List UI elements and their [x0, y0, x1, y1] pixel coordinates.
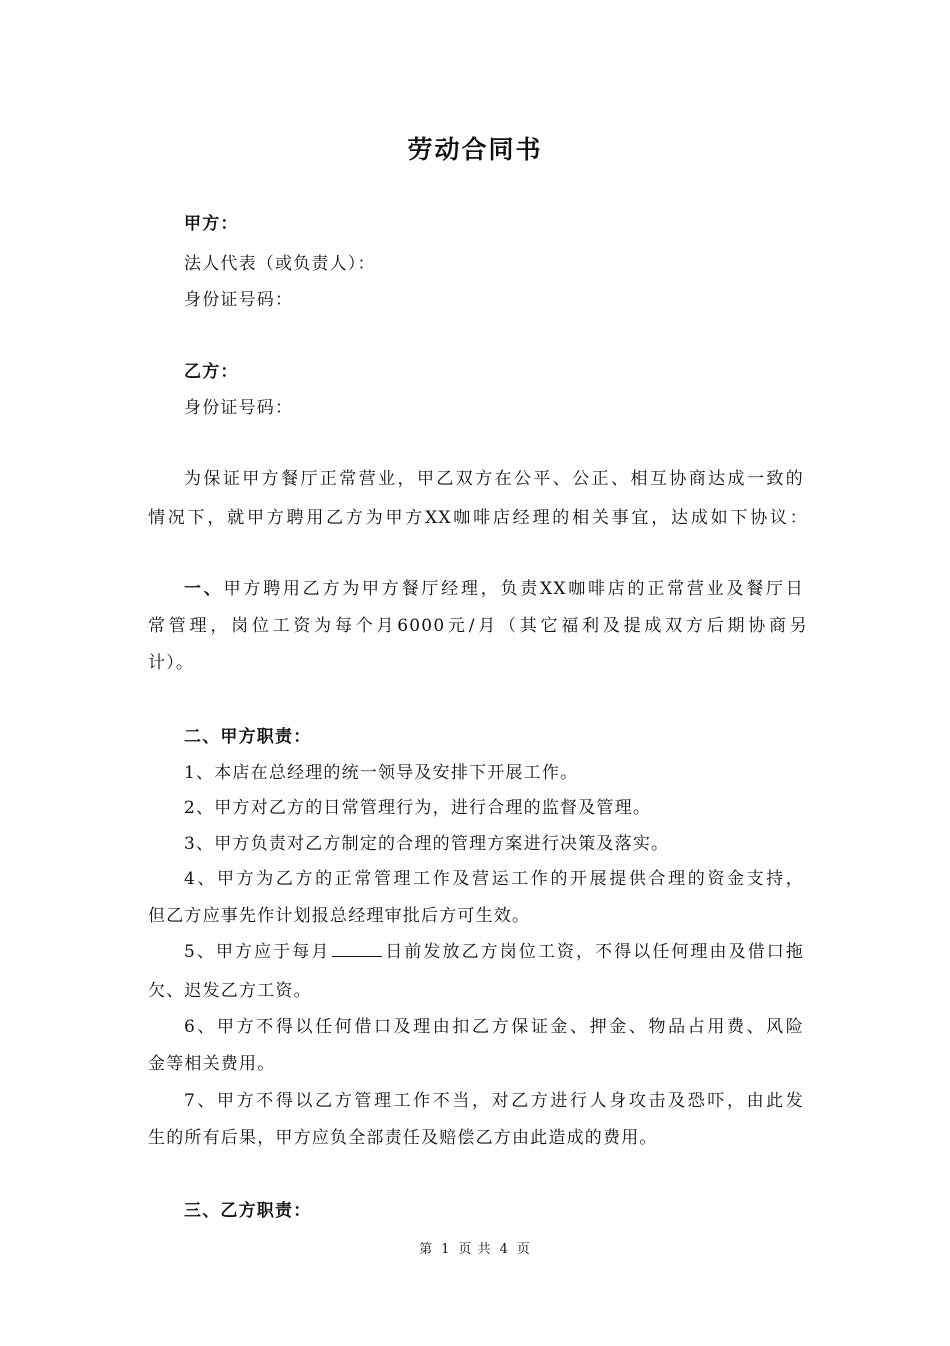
section-2-item-4-line-2: 但乙方应事先作计划报总经理审批后方可生效。: [148, 906, 531, 926]
section-1-line-1-text: 甲方聘用乙方为甲方餐厅经理，负责XX咖啡店的正常营业及餐厅日: [223, 579, 804, 599]
intro-line-1: 为保证甲方餐厅正常营业，甲乙双方在公平、公正、相互协商达成一致的: [184, 469, 804, 489]
footer-prefix: 第: [419, 1242, 434, 1257]
party-a-legal-rep: 法人代表（或负责人）：: [184, 254, 376, 274]
section-2-item-7-line-2: 生的所有后果，甲方应负全部责任及赔偿乙方由此造成的费用。: [148, 1128, 658, 1148]
section-2-item-3: 3、甲方负责对乙方制定的合理的管理方案进行决策及落实。: [184, 834, 670, 854]
section-2-item-4-line-1: 4、甲方为乙方的正常管理工作及营运工作的开展提供合理的资金支持，: [184, 869, 804, 889]
section-1-heading: 一、: [184, 579, 224, 599]
section-2-item-6-line-2: 金等相关费用。: [148, 1054, 276, 1074]
intro-line-2: 情况下，就甲方聘用乙方为甲方XX咖啡店经理的相关事宜，达成如下协议：: [148, 508, 808, 528]
section-2-item-7-line-1: 7、甲方不得以乙方管理工作不当，对乙方进行人身攻击及恐吓，由此发: [184, 1091, 804, 1111]
document-title: 劳动合同书: [407, 135, 543, 164]
section-1-line-2: 常管理，岗位工资为每个月6000元/月（其它福利及提成双方后期协商另: [148, 616, 808, 636]
footer-current-page: 1: [441, 1242, 451, 1257]
page-footer: [0, 1240, 950, 1260]
section-2-item-1: 1、本店在总经理的统一领导及安排下开展工作。: [184, 763, 579, 783]
party-a-id-number: 身份证号码：: [184, 290, 294, 310]
party-b-label: 乙方：: [184, 362, 239, 382]
footer-middle: 页 共: [458, 1242, 492, 1257]
section-2-item-5-text-b: 日前发放乙方岗位工资，不得以任何理由及借口拖: [384, 942, 804, 962]
section-2-item-5-text-a: 5、甲方应于每月: [184, 942, 331, 962]
section-2-item-5-line-1: [184, 940, 804, 964]
party-b-id-number: 身份证号码：: [184, 398, 294, 418]
footer-suffix: 页: [516, 1242, 531, 1257]
section-1-line-3: 计）。: [148, 653, 195, 673]
party-a-label: 甲方：: [184, 214, 239, 234]
section-3-heading: 三、乙方职责：: [184, 1201, 312, 1221]
section-2-item-2: 2、甲方对乙方的日常管理行为，进行合理的监督及管理。: [184, 798, 652, 818]
section-2-heading: 二、甲方职责：: [184, 727, 312, 747]
payday-blank-field: [332, 940, 382, 957]
section-2-item-6-line-1: 6、甲方不得以任何借口及理由扣乙方保证金、押金、物品占用费、风险: [184, 1017, 804, 1037]
section-1-line-1: [184, 577, 804, 601]
section-2-item-5-line-2: 欠、迟发乙方工资。: [148, 981, 312, 1001]
footer-total-pages: 4: [499, 1242, 509, 1257]
